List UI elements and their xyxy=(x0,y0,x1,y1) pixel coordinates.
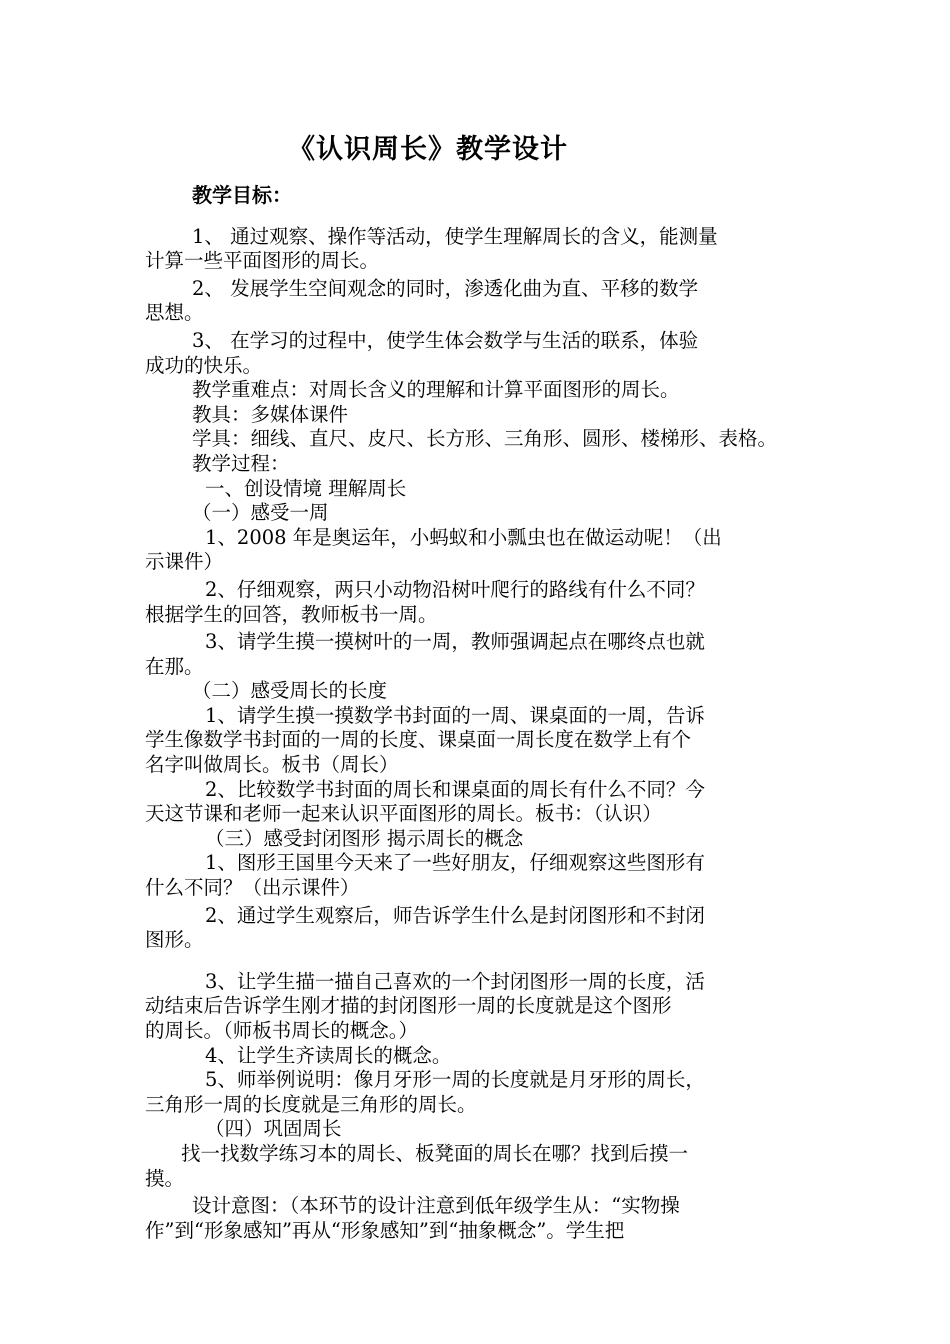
text-line: 1、图形王国里今天来了一些好朋友，仔细观察这些图形有 xyxy=(205,851,705,875)
text-line: 摸。 xyxy=(145,1166,185,1190)
text-line: 教学过程： xyxy=(192,451,290,475)
text-line: 动结束后告诉学生刚才描的封闭图形一周的长度就是这个图形 xyxy=(145,994,672,1018)
text-line: 1、 通过观察、操作等活动，使学生理解周长的含义，能测量 xyxy=(192,224,718,248)
text-line: 的周长。（师板书周长的概念。） xyxy=(145,1019,419,1042)
text-line: 找一找数学练习本的周长、板凳面的周长在哪？找到后摸一 xyxy=(181,1141,689,1165)
text-line: 一、创设情境 理解周长 xyxy=(205,476,407,500)
text-line: 图形。 xyxy=(145,928,204,952)
document-title: 《认识周长》教学设计 xyxy=(288,134,568,165)
text-line: 示课件） xyxy=(145,550,224,574)
text-line: （二）感受周长的长度 xyxy=(192,679,388,703)
text-line: 在那。 xyxy=(145,654,204,678)
text-line: 三角形一周的长度就是三角形的周长。 xyxy=(145,1092,477,1116)
text-line: 教学重难点：对周长含义的理解和计算平面图形的周长。 xyxy=(192,378,680,402)
text-line: 4、让学生齐读周长的概念。 xyxy=(205,1043,452,1067)
text-line: 3、 在学习的过程中，使学生体会数学与生活的联系，体验 xyxy=(192,328,699,352)
text-line: 学具：细线、直尺、皮尺、长方形、三角形、圆形、楼梯形、表格。 xyxy=(192,427,778,451)
text-line: 1、2008 年是奥运年，小蚂蚁和小瓢虫也在做运动呢！（出 xyxy=(205,525,722,549)
text-line: 什么不同？（出示课件） xyxy=(145,876,360,900)
text-line: 5、师举例说明：像月牙形一周的长度就是月牙形的周长， xyxy=(205,1068,705,1092)
text-line: 根据学生的回答，教师板书一周。 xyxy=(145,602,438,626)
text-line: 思想。 xyxy=(145,301,204,325)
text-line: 成功的快乐。 xyxy=(145,353,263,377)
text-line: 名字叫做周长。板书（周长） xyxy=(145,753,399,777)
text-line: 3、让学生描一描自己喜欢的一个封闭图形一周的长度，活 xyxy=(205,969,705,993)
text-line: 作”到“形象感知”再从“形象感知”到“抽象概念”。学生把 xyxy=(145,1218,625,1242)
text-line: 天这节课和老师一起来认识平面图形的周长。板书：（认识） xyxy=(145,802,662,826)
text-line: 2、仔细观察，两只小动物沿树叶爬行的路线有什么不同？ xyxy=(205,577,705,601)
text-line: 学生像数学书封面的一周的长度、课桌面一周长度在数学上有个 xyxy=(145,728,692,752)
text-line: （一）感受一周 xyxy=(192,501,329,525)
text-line: 设计意图：（本环节的设计注意到低年级学生从：“实物操 xyxy=(192,1194,680,1218)
text-line: 1、请学生摸一摸数学书封面的一周、课桌面的一周，告诉 xyxy=(205,703,705,727)
text-line: 2、通过学生观察后，师告诉学生什么是封闭图形和不封闭 xyxy=(205,903,705,927)
text-line: 2、比较数学书封面的周长和课桌面的周长有什么不同？今 xyxy=(205,777,705,801)
text-line: 3、请学生摸一摸树叶的一周，教师强调起点在哪终点也就 xyxy=(205,630,705,654)
text-line: 教具：多媒体课件 xyxy=(192,402,349,426)
text-line: 计算一些平面图形的周长。 xyxy=(145,249,380,273)
section-heading: 教学目标： xyxy=(192,183,292,207)
text-line: （三）感受封闭图形 揭示周长的概念 xyxy=(205,826,524,850)
text-line: 2、 发展学生空间观念的同时，渗透化曲为直、平移的数学 xyxy=(192,276,699,300)
text-line: （四）巩固周长 xyxy=(205,1117,342,1141)
document-body xyxy=(145,183,810,1243)
